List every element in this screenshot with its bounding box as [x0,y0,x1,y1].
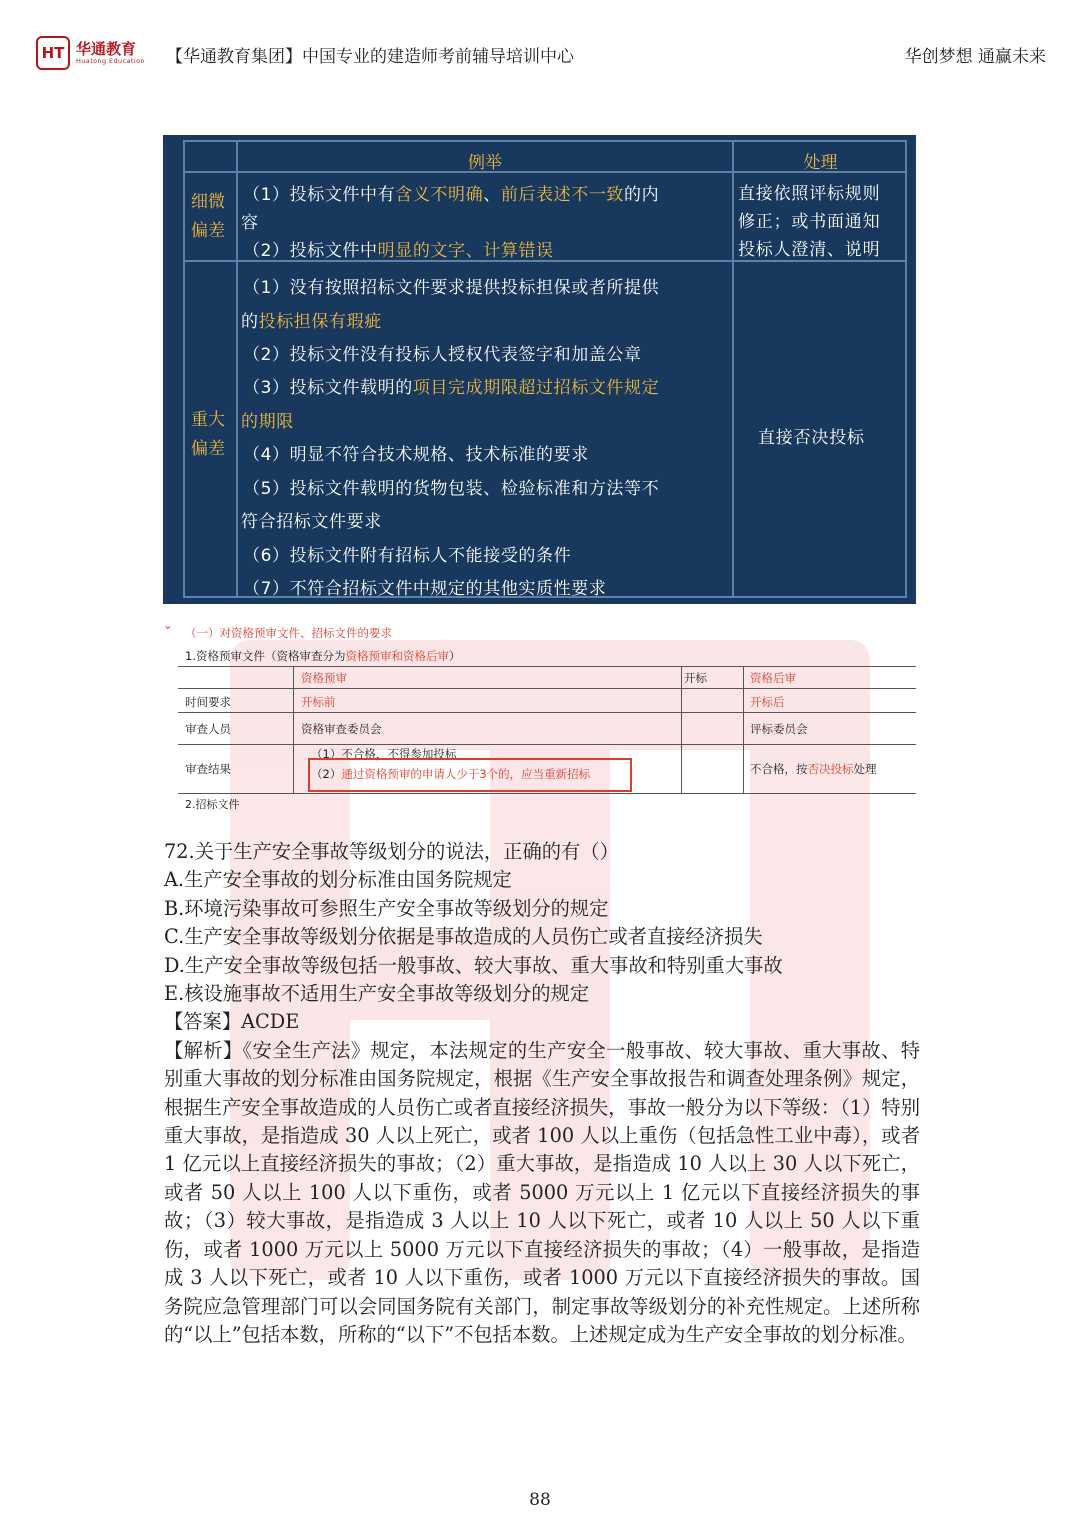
post-time: 开标后 [750,695,785,709]
question-block [164,838,920,1349]
major-item-1-cont: 的投标担保有瑕疵 [241,312,382,332]
qualification-table [178,666,916,794]
cut-off-text: 2.招标文件 [185,798,240,811]
option-c: C.生产安全事故等级划分依据是事故造成的人员伤亡或者直接经济损失 [164,925,763,949]
col-post-review: 资格后审 [750,671,796,685]
post-result: 不合格，按否决投标处理 [750,762,877,776]
divider [178,712,916,713]
divider [732,142,734,596]
pre-time: 开标前 [301,695,336,709]
section-subtitle: 1.资格预审文件（资格审查分为资格预审和资格后审） [185,649,461,663]
major-item-3-cont: 的期限 [241,412,294,432]
header-slogan: 华创梦想 通赢未来 [904,47,1046,67]
minor-deviation-label: 细微 偏差 [191,192,225,241]
divider [178,688,916,689]
row-time-label: 时间要求 [185,695,231,709]
pre-result-2: （2）通过资格预审的申请人少于3个的，应当重新招标 [311,767,591,781]
chevron-down-icon: ⌄ [163,618,173,632]
row-result-label: 审查结果 [185,762,231,776]
column-header-example: 例举 [468,153,502,173]
major-item-7: （7）不符合招标文件中规定的其他实质性要求 [243,579,607,599]
major-item-4: （4）明显不符合技术规格、技术标准的要求 [243,445,589,465]
option-b: B.环境污染事故可参照生产安全事故等级划分的规定 [164,896,609,920]
huatong-logo-icon: HT [36,36,70,70]
major-handling: 直接否决投标 [758,428,865,448]
major-item-2: （2）投标文件没有投标人授权代表签字和加盖公章 [243,345,642,365]
qualification-review-image [163,618,916,811]
minor-item-1: （1）投标文件中有含义不明确、前后表述不一致的内 [243,185,660,205]
post-staff: 评标委员会 [750,722,808,736]
option-e: E.核设施事故不适用生产安全事故等级划分的规定 [164,982,590,1006]
minor-item-2: （2）投标文件中明显的文字、计算错误 [243,241,554,261]
major-item-5-cont: 符合招标文件要求 [241,512,382,532]
major-item-1: （1）没有按照招标文件要求提供投标担保或者所提供 [243,278,660,298]
divider [236,142,238,596]
major-item-5: （5）投标文件载明的货物包装、检验标准和方法等不 [243,479,660,499]
option-d: D.生产安全事故等级包括一般事故、较大事故、重大事故和特别重大事故 [164,953,783,977]
major-item-3: （3）投标文件载明的项目完成期限超过招标文件规定 [243,378,660,398]
col-pre-review: 资格预审 [301,671,347,685]
question-stem: 72.关于生产安全事故等级划分的说法，正确的有（） [164,840,619,863]
option-a: A.生产安全事故的划分标准由国务院规定 [164,868,512,892]
pre-result-1: （1）不合格，不得参加投标 [311,747,457,761]
deviation-table-image [163,135,916,604]
col-bid-opening: 开标 [684,671,707,685]
row-staff-label: 审查人员 [185,722,231,736]
divider [178,744,916,745]
section-title: （一）对资格预审文件、招标文件的要求 [185,626,392,640]
divider [293,666,294,794]
logo-subtitle: Huatong Education [76,57,145,65]
divider [681,666,682,794]
page-header [36,36,1046,76]
answer: 【答案】ACDE [164,1010,300,1034]
analysis: 【解析】《安全生产法》规定，本法规定的生产安全一般事故、较大事故、重大事故、特别重大事故的划分标准由国务院规定，根据《生产安全事故报告和调查处理条例》规定，根据生产安全事故造成的人员伤亡或者直接经济损失，事故一般分为以下等级：（1）特别重大事故，是指造成 30 人以上死亡，或者 100 人以上重伤（包括急性工业中毒），或者 1 亿元以上直接经济损失的事故；（2）重大事故，是指造成 10 人以上 30 人以下死亡，或者 50 人以上 100 人以下重伤，或者 5000 万元以上 1 亿元以下直接经济损失的事故；（3）较大事故，是指造成 3 人以上 10 人以下死亡，或者 10 人以上 50 人以下重伤，或者 1000 万元以上 5000 万元以下直接经济损失的事故；（4）一般事故，是指造成 3 人以下死亡，或者 10 人以下重伤，或者 1000 万元以下直接经济损失的事故。国务院应急管理部门可以会同国务院有关部门，制定事故等级划分的补充性规定。上述所称的“以上”包括本数，所称的“以下”不包括本数。上述规定成为生产安全事故的划分标准。 [164,1038,920,1346]
column-header-handling: 处理 [803,153,838,173]
highlight-box [308,758,632,792]
header-title: 【华通教育集团】中国专业的建造师考前辅导培训中心 [166,47,574,67]
pre-staff: 资格审查委员会 [301,722,382,736]
logo-name: 华通教育 [76,40,137,58]
major-item-6: （6）投标文件附有招标人不能接受的条件 [243,546,572,566]
major-deviation-label: 重大 偏差 [191,410,225,459]
minor-item-1-cont: 容 [241,213,259,233]
divider [178,666,916,667]
divider [178,793,916,794]
minor-handling: 直接依照评标规则 修正；或书面通知 投标人澄清、说明 [738,184,881,260]
deviation-table-grid [183,140,907,598]
divider [743,666,744,794]
page-number: 88 [529,1490,551,1510]
